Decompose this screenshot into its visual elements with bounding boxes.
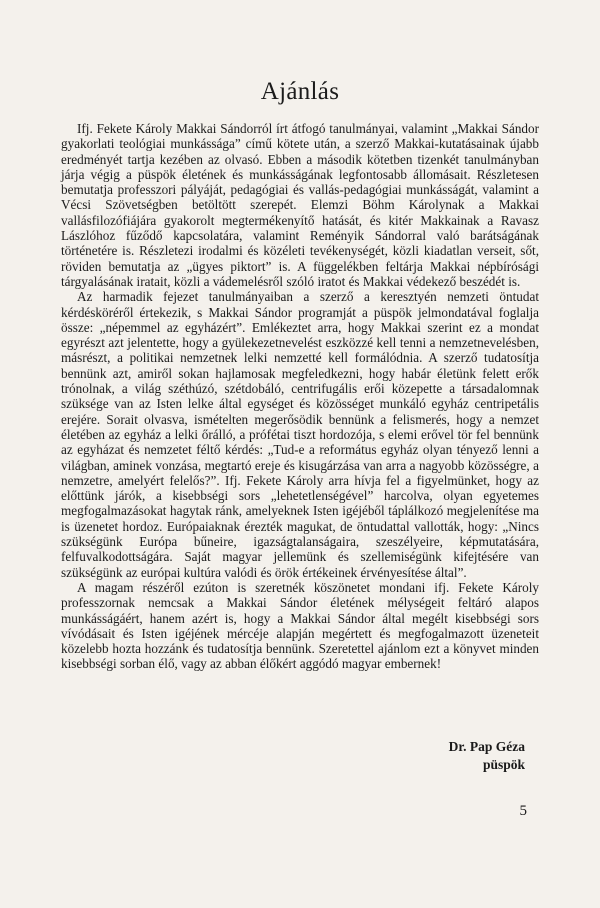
signature-block — [449, 738, 525, 774]
page-number: 5 — [519, 803, 527, 819]
page-title: Ajánlás — [260, 78, 340, 105]
paragraph: Az harmadik fejezet tanulmányaiban a szerző a keresztyén nemzeti öntudat kérdésköréről értekezik, s Makkai Sándor programját a püspök jelmondatával foglalja össze: „népemmel az egyházért”. Emlékeztet arra, hogy Makkai szerint ez a mondat egyrészt azt jelentette, hogy a gyülekezetnevelést eszközzé kell tenni a nemzetnevelésben, másrészt, a politikai nemzetnek lelki nemzetté kell formálódnia. A szerző tudatosítja bennünk azt, amiről sokan hajlamosak megfeledkezni, hogy habár életünk felett erők trónolnak, a világ széthúzó, szétdobáló, centrifugális erői közepette a társadalomnak szüksége van az Isten lelke által egységet és közösséget munkáló egyház centripetális erejére. Sorait olvasva, ismételten megerősödik bennünk a felismerés, hogy a nemzet életében az egyház a lelki őrálló, a prófétai tiszt hordozója, s elemi erővel tör fel bennünk az egyházat és nemzetet féltő kérdés: „Tud-e a református egyház olyan tényező lenni a világban, aminek vonzása, megtartó ereje és kisugárzása van arra a nagyobb közösségre, a nemzetre, amelyért felelős?”. Ifj. Fekete Károly arra hívja fel a figyelmünket, hogy az előttünk járók, a kisebbségi sors „lehetetlenségével” harcolva, olyan egyetemes megfogalmazásokat hagytak ránk, amelyeknek Isten igéjéből táplálkozó megjelenítése ma is üzenetet hordoz. Európaiaknak érezték magukat, de öntudattal vallották, hogy: „Nincs szükségünk Európa bűneire, igazságtalanságaira, szeszélyeire, képmutatására, felfuvalkodottságára. Saját magyar jellemünk és szellemiségünk kifejtésére van szükségünk az európai kultúra valódi és örök értékeinek érvényesítése által”. — [61, 289, 539, 580]
signature-role: püspök — [482, 757, 525, 772]
signature-name: Dr. Pap Géza — [448, 739, 525, 754]
paragraph: A magam részéről ezúton is szeretnék köszönetet mondani ifj. Fekete Károly professzornak nemcsak a Makkai Sándor életének mélységeit feltáró alapos munkásságáért, hanem azért is, hogy a Makkai Sándor által megélt kisebbségi sors vívódásait és Isten igéjének mércéje alapján megértett és megfogalmazott üzeneteit közelebb hozta hozzánk és tudatosítja bennünk. Szeretettel ajánlom ezt a könyvet minden kisebbségi sorban élő, vagy az abban élőkért aggódó magyar embernek! — [61, 579, 539, 672]
paragraph: Ifj. Fekete Károly Makkai Sándorról írt átfogó tanulmányai, valamint „Makkai Sándor gyakorlati teológiai munkássága” című kötete után, a szerző Makkai-kutatásainak újabb eredményét tartja kezében az olvasó. Ebben a második kötetben tizenkét tanulmányban járja végig a püspök életének és munkásságának legfontosabb állomásait. Részletesen bemutatja professzori pályáját, pedagógiai és vallás-pedagógiai munkásságát, valamint a Vécsi Szövetségben betöltött szerepét. Elemzi Böhm Károlynak a Makkai vallásfilozófiájára gyakorolt megtermékenyítő hatását, és kitér Makkainak a Ravasz Lászlóhoz fűződő kapcsolatára, valamint Reményik Sándorral való barátságának történetére is. Részletezi irodalmi és közéleti tevékenységét, közli kiadatlan verseit, sőt, röviden bemutatja az „ügyes piktort” is. A függelékben feltárja Makkai népbírósági tárgyalásának iratait, közli a vádemelésről szóló iratot és Makkai védekező beszédét is. — [61, 121, 539, 289]
body-text — [61, 121, 539, 672]
